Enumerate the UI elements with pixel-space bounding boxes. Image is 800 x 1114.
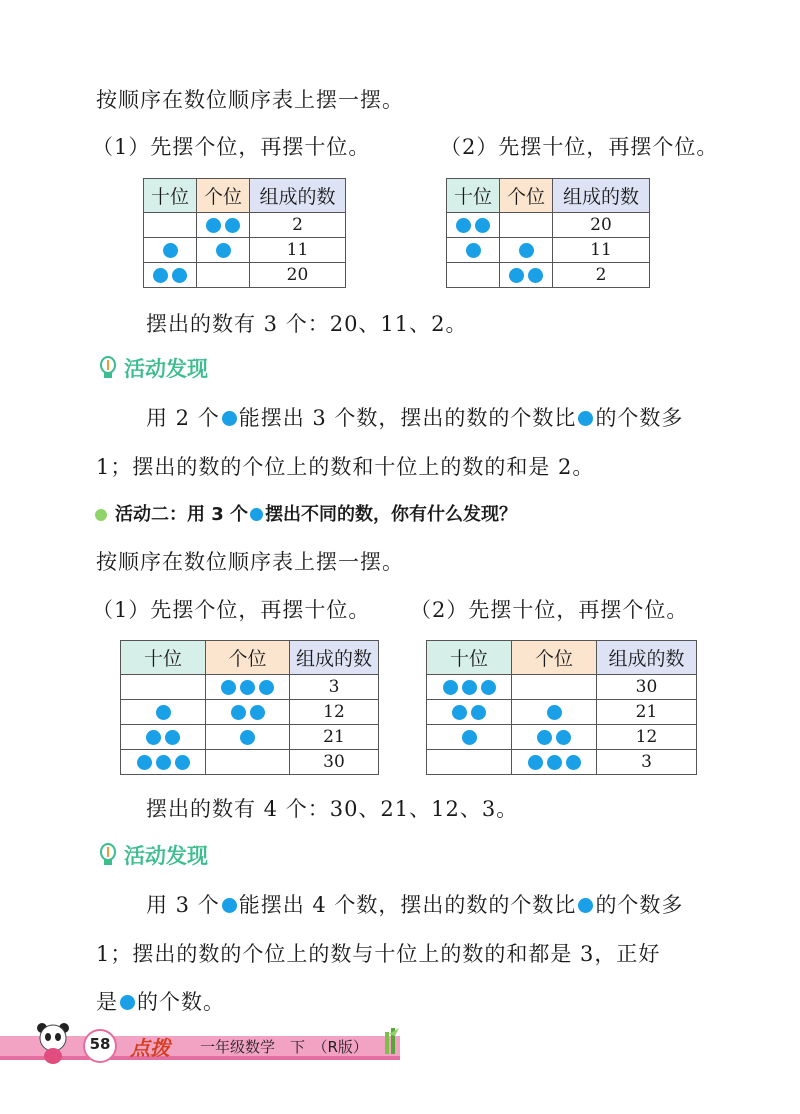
counter-cell	[121, 750, 206, 775]
activity-2-text-b: 摆出不同的数，你有什么发现？	[265, 504, 518, 525]
discovery-title: 活动发现	[124, 844, 208, 868]
discovery-2-line-1	[146, 889, 683, 919]
counter-cell	[427, 700, 512, 725]
counter-dot-icon	[528, 268, 543, 283]
counter-dot-icon	[225, 218, 240, 233]
counter-cell	[447, 238, 500, 263]
counter-cell	[144, 213, 197, 238]
result-text-1: 摆出的数有 3 个：20、11、2。	[146, 312, 468, 336]
counter-cell	[144, 238, 197, 263]
counter-dot-icon	[163, 243, 178, 258]
counter-cell	[427, 675, 512, 700]
counter-cell	[512, 725, 597, 750]
counter-dot-icon	[528, 755, 543, 770]
counter-dot-icon	[443, 680, 458, 695]
header-ones: 个位	[197, 179, 250, 213]
book-title: 一年级数学 下 （R版）	[200, 1038, 368, 1056]
number-value: 30	[290, 750, 379, 775]
header-tens: 十位	[144, 179, 197, 213]
page-number: 58	[89, 1035, 111, 1053]
counter-dot-icon	[462, 730, 477, 745]
table-row	[144, 213, 346, 238]
counter-dot-icon	[556, 730, 571, 745]
table-row	[427, 725, 697, 750]
counter-dot-icon	[466, 243, 481, 258]
header-ones: 个位	[512, 641, 597, 675]
counter-dot-icon	[475, 218, 490, 233]
counter-dot-icon	[578, 411, 593, 426]
counter-cell	[447, 213, 500, 238]
number-value: 12	[597, 725, 697, 750]
discovery-2-text-d: 是	[96, 990, 118, 1014]
table-row	[121, 675, 379, 700]
discovery-1-text-a: 用 2 个	[146, 406, 220, 430]
table-row	[447, 213, 650, 238]
counter-dot-icon	[175, 755, 190, 770]
counter-cell	[121, 700, 206, 725]
page-footer	[0, 1018, 800, 1078]
table-row	[427, 700, 697, 725]
counter-dot-icon	[259, 680, 274, 695]
discovery-2-text-c: 的个数多	[595, 893, 684, 917]
counter-dot-icon	[172, 268, 187, 283]
counter-cell	[206, 725, 290, 750]
number-value: 21	[290, 725, 379, 750]
discovery-badge-2	[98, 840, 208, 870]
place-value-table-d	[426, 640, 697, 775]
counter-dot-icon	[216, 243, 231, 258]
counter-dot-icon	[250, 508, 263, 521]
leaf-icon	[95, 509, 107, 521]
header-ones: 个位	[206, 641, 290, 675]
counter-cell	[197, 238, 250, 263]
counter-dot-icon	[206, 218, 221, 233]
counter-dot-icon	[456, 218, 471, 233]
header-number: 组成的数	[250, 179, 346, 213]
counter-cell	[206, 700, 290, 725]
counter-dot-icon	[452, 705, 467, 720]
number-value: 3	[290, 675, 379, 700]
part-3-label: （1）先摆个位，再摆十位。	[92, 598, 371, 622]
intro-text-2: 按顺序在数位顺序表上摆一摆。	[96, 550, 404, 574]
counter-dot-icon	[156, 755, 171, 770]
header-tens: 十位	[121, 641, 206, 675]
discovery-2-text-a: 用 3 个	[146, 893, 220, 917]
discovery-2-line-3	[96, 986, 225, 1016]
table-row	[121, 750, 379, 775]
table-row	[121, 725, 379, 750]
counter-cell	[500, 213, 553, 238]
counter-dot-icon	[222, 898, 237, 913]
counter-cell	[206, 750, 290, 775]
table-row	[427, 675, 697, 700]
counter-dot-icon	[566, 755, 581, 770]
part-4-label: （2）先摆十位，再摆个位。	[410, 598, 689, 622]
discovery-badge-1	[98, 353, 208, 383]
intro-text-1: 按顺序在数位顺序表上摆一摆。	[96, 88, 404, 112]
table-row	[447, 263, 650, 288]
number-value: 12	[290, 700, 379, 725]
counter-cell	[512, 700, 597, 725]
table-row	[121, 700, 379, 725]
lightbulb-icon	[98, 843, 118, 867]
discovery-1-text-b: 能摆出 3 个数，摆出的数的个数比	[238, 406, 577, 430]
counter-dot-icon	[471, 705, 486, 720]
discovery-2-text-e: 的个数。	[137, 990, 225, 1014]
counter-dot-icon	[250, 705, 265, 720]
part-2-label: （2）先摆十位，再摆个位。	[440, 135, 719, 159]
counter-dot-icon	[120, 995, 135, 1010]
table-row	[427, 750, 697, 775]
counter-dot-icon	[537, 730, 552, 745]
counter-cell	[512, 750, 597, 775]
counter-dot-icon	[231, 705, 246, 720]
place-value-table-a	[143, 178, 346, 288]
header-number: 组成的数	[553, 179, 650, 213]
place-value-table-c	[120, 640, 379, 775]
counter-dot-icon	[547, 755, 562, 770]
counter-dot-icon	[146, 730, 161, 745]
number-value: 11	[553, 238, 650, 263]
counter-cell	[500, 263, 553, 288]
number-value: 11	[250, 238, 346, 263]
counter-dot-icon	[137, 755, 152, 770]
activity-2-text-a: 活动二：用 3 个	[115, 504, 249, 525]
table-row	[447, 238, 650, 263]
discovery-1-text-c: 的个数多	[595, 406, 684, 430]
counter-cell	[512, 675, 597, 700]
counter-dot-icon	[519, 243, 534, 258]
counter-dot-icon	[221, 680, 236, 695]
number-value: 20	[250, 263, 346, 288]
counter-cell	[121, 725, 206, 750]
counter-cell	[206, 675, 290, 700]
counter-dot-icon	[153, 268, 168, 283]
counter-cell	[121, 675, 206, 700]
table-row	[144, 238, 346, 263]
number-value: 2	[250, 213, 346, 238]
discovery-1-line-2: 1；摆出的数的个位上的数和十位上的数的和是 2。	[96, 455, 595, 479]
counter-dot-icon	[240, 730, 255, 745]
discovery-2-text-b: 能摆出 4 个数，摆出的数的个数比	[238, 893, 577, 917]
counter-dot-icon	[547, 705, 562, 720]
header-tens: 十位	[447, 179, 500, 213]
counter-cell	[427, 725, 512, 750]
number-value: 20	[553, 213, 650, 238]
counter-cell	[500, 238, 553, 263]
counter-cell	[197, 213, 250, 238]
header-tens: 十位	[427, 641, 512, 675]
counter-dot-icon	[165, 730, 180, 745]
counter-dot-icon	[509, 268, 524, 283]
number-value: 2	[553, 263, 650, 288]
header-number: 组成的数	[597, 641, 697, 675]
counter-cell	[427, 750, 512, 775]
counter-dot-icon	[222, 411, 237, 426]
activity-2-heading	[95, 500, 517, 526]
place-value-table-b	[446, 178, 650, 288]
number-value: 21	[597, 700, 697, 725]
footer-graphics	[0, 1018, 800, 1078]
discovery-1-line-1	[146, 402, 683, 432]
counter-cell	[144, 263, 197, 288]
result-text-2: 摆出的数有 4 个：30、21、12、3。	[146, 797, 519, 821]
counter-dot-icon	[156, 705, 171, 720]
counter-dot-icon	[462, 680, 477, 695]
counter-dot-icon	[481, 680, 496, 695]
counter-dot-icon	[240, 680, 255, 695]
header-number: 组成的数	[290, 641, 379, 675]
part-1-label: （1）先摆个位，再摆十位。	[92, 135, 371, 159]
table-row	[144, 263, 346, 288]
counter-dot-icon	[578, 898, 593, 913]
discovery-2-line-2: 1；摆出的数的个位上的数与十位上的数的和都是 3，正好	[96, 942, 661, 966]
lightbulb-icon	[98, 356, 118, 380]
brand-logo-text: 点拨	[130, 1036, 170, 1060]
discovery-title: 活动发现	[124, 357, 208, 381]
counter-cell	[197, 263, 250, 288]
number-value: 3	[597, 750, 697, 775]
number-value: 30	[597, 675, 697, 700]
counter-cell	[447, 263, 500, 288]
header-ones: 个位	[500, 179, 553, 213]
